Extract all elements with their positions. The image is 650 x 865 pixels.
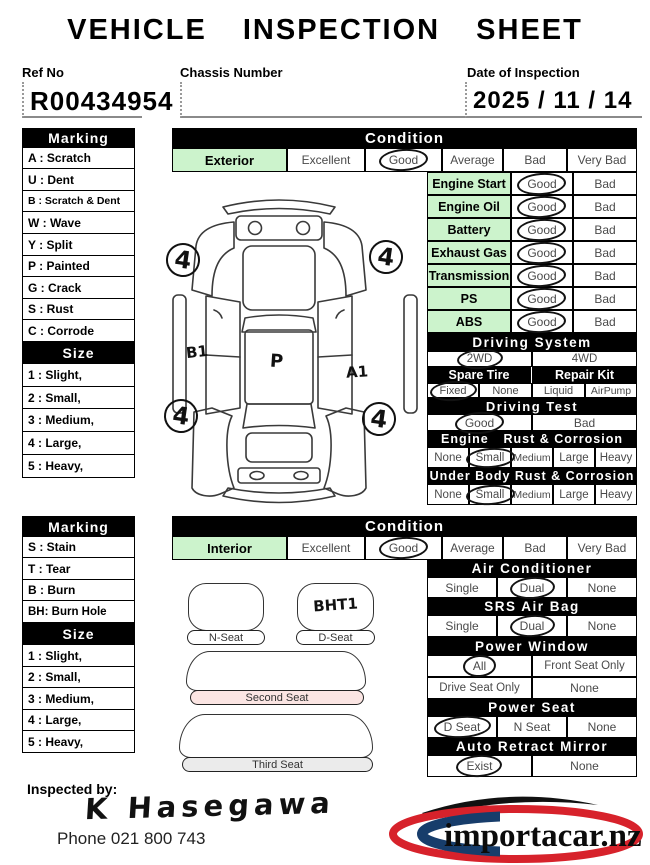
srs-airbag-title: SRS Air Bag xyxy=(427,598,637,615)
engine-rust-title: Engine Rust & Corrosion xyxy=(427,431,637,447)
inspected-by-label: Inspected by: xyxy=(27,781,118,797)
driving-system-title: Driving System xyxy=(427,333,637,351)
option-cell xyxy=(365,148,442,172)
option-drive-seat-only: Drive Seat Only xyxy=(439,682,520,694)
wheel-mark-rear-left: 4 xyxy=(162,397,200,435)
option-good: Good xyxy=(527,314,557,329)
option-heavy: Heavy xyxy=(599,451,633,464)
option-good: Good xyxy=(388,153,419,167)
ref-no-field xyxy=(22,82,174,118)
underbody-rust-title: Under Body Rust & Corrosion xyxy=(427,468,637,484)
option-none: None xyxy=(492,384,519,397)
legend-row: C : Corrode xyxy=(22,319,135,342)
option-cell xyxy=(503,148,567,172)
panel-mark-roof: P xyxy=(269,350,284,373)
repair-kit-title: Repair Kit xyxy=(532,367,637,383)
legend-row: 5 : Heavy, xyxy=(22,730,135,753)
exterior-size-title: Size xyxy=(22,342,135,364)
power-seat-title: Power Seat xyxy=(427,699,637,716)
spare-tire-title: Spare Tire xyxy=(427,367,532,383)
legend-row: S : Stain xyxy=(22,536,135,559)
legend-row: T : Tear xyxy=(22,557,135,580)
interior-condition-table xyxy=(172,516,637,560)
option-none: None xyxy=(434,488,462,501)
interior-row-label: Interior xyxy=(172,536,287,560)
option-bad: Bad xyxy=(594,245,616,260)
option-none: None xyxy=(587,720,617,734)
check-label: Engine Oil xyxy=(427,195,511,218)
legend-row: 2 : Small, xyxy=(22,386,135,410)
date-of-inspection-field xyxy=(465,82,642,118)
option-small: Small xyxy=(475,451,505,464)
exterior-condition-table xyxy=(172,128,637,172)
option-airpump: AirPump xyxy=(590,384,632,397)
legend-row: 1 : Slight, xyxy=(22,644,135,667)
option-bad: Bad xyxy=(573,415,596,430)
check-label: PS xyxy=(427,287,511,310)
option-bad: Bad xyxy=(594,199,616,214)
importacar-logo xyxy=(388,791,644,863)
option-good: Good xyxy=(388,541,419,555)
power-window-title: Power Window xyxy=(427,637,637,655)
option-good: Good xyxy=(527,199,557,214)
option-dual: Dual xyxy=(519,580,545,595)
interior-marking-title: Marking xyxy=(22,516,135,537)
ref-no-value: R00434954 xyxy=(30,86,174,116)
option-average: Average xyxy=(450,153,495,167)
option-small: Small xyxy=(475,488,505,501)
option-bad: Bad xyxy=(594,268,616,283)
option-d-seat: D Seat xyxy=(443,720,481,734)
date-of-inspection-label: Date of Inspection xyxy=(467,65,580,80)
d-seat-annotation: BHT1 xyxy=(312,594,359,616)
wheel-mark-front-left: 4 xyxy=(164,241,202,279)
condition-section-title: Condition xyxy=(172,516,637,536)
auto-retract-mirror-title: Auto Retract Mirror xyxy=(427,738,637,755)
option-bad: Bad xyxy=(594,176,616,191)
option-none: None xyxy=(570,681,599,695)
option-average: Average xyxy=(450,541,495,555)
legend-row: 1 : Slight, xyxy=(22,363,135,387)
legend-row: S : Rust xyxy=(22,298,135,321)
option-4wd: 4WD xyxy=(571,353,598,365)
option-all: All xyxy=(472,659,487,673)
legend-row: Y : Split xyxy=(22,233,135,256)
third-seat-label: Third Seat xyxy=(182,757,373,772)
chassis-number-field xyxy=(180,82,492,118)
option-good: Good xyxy=(464,415,495,430)
option-good: Good xyxy=(527,222,557,237)
n-seat-shape xyxy=(188,583,264,631)
option-bad: Bad xyxy=(594,222,616,237)
interior-size-title: Size xyxy=(22,623,135,645)
interior-features-block xyxy=(427,560,637,777)
ref-no-label: Ref No xyxy=(22,65,64,80)
legend-row: 4 : Large, xyxy=(22,431,135,455)
option-good: Good xyxy=(527,176,557,191)
option-very-bad: Very Bad xyxy=(577,153,627,167)
option-single: Single xyxy=(445,619,479,633)
d-seat-shape xyxy=(297,583,374,631)
legend-row: 3 : Medium, xyxy=(22,408,135,432)
option-bad: Bad xyxy=(594,291,616,306)
option-none: None xyxy=(570,759,599,773)
option-n-seat: N Seat xyxy=(513,720,551,734)
exterior-row-label: Exterior xyxy=(172,148,287,172)
logo-text: importacar.nz xyxy=(444,818,642,854)
engine-checks-table xyxy=(427,172,637,333)
air-conditioner-title: Air Conditioner xyxy=(427,560,637,577)
option-large: Large xyxy=(559,488,589,501)
option-good: Good xyxy=(527,268,557,283)
option-dual: Dual xyxy=(519,619,545,633)
phone-number: Phone 021 800 743 xyxy=(57,829,206,848)
option-none: None xyxy=(587,619,617,633)
option-none: None xyxy=(587,580,617,595)
date-of-inspection-value: 2025 / 11 / 14 xyxy=(473,87,633,114)
option-bad: Bad xyxy=(524,541,546,555)
inspector-signature: K Hasegawa xyxy=(84,785,337,827)
legend-row: A : Scratch xyxy=(22,147,135,170)
option-cell xyxy=(442,148,503,172)
check-label: Transmission xyxy=(427,264,511,287)
interior-marking-legend xyxy=(22,516,135,753)
legend-row: U : Dent xyxy=(22,168,135,191)
second-seat-label: Second Seat xyxy=(190,690,364,705)
option-heavy: Heavy xyxy=(599,488,633,501)
page-title: VEHICLE INSPECTION SHEET xyxy=(67,14,583,46)
option-single: Single xyxy=(445,580,479,595)
option-exist: Exist xyxy=(466,759,493,773)
option-cell xyxy=(567,148,637,172)
driving-system-block xyxy=(427,333,637,505)
panel-mark-left-door: B1 xyxy=(185,341,209,363)
option-good: Good xyxy=(527,291,557,306)
exterior-marking-title: Marking xyxy=(22,128,135,148)
wheel-mark-rear-right: 4 xyxy=(360,400,398,438)
option-bad: Bad xyxy=(594,314,616,329)
option-excellent: Excellent xyxy=(301,541,351,555)
legend-row: G : Crack xyxy=(22,276,135,299)
driving-test-title: Driving Test xyxy=(427,398,637,414)
chassis-number-value xyxy=(182,82,492,86)
legend-row: 2 : Small, xyxy=(22,666,135,689)
legend-row: BH: Burn Hole xyxy=(22,600,135,623)
option-excellent: Excellent xyxy=(301,153,351,167)
option-cell xyxy=(287,148,365,172)
chassis-number-label: Chassis Number xyxy=(180,65,283,80)
option-front-seat-only: Front Seat Only xyxy=(544,660,625,672)
legend-row: W : Wave xyxy=(22,211,135,234)
option-medium: Medium xyxy=(513,488,551,501)
panel-mark-right-rear-door: A1 xyxy=(345,362,369,382)
legend-row: 3 : Medium, xyxy=(22,687,135,710)
option-large: Large xyxy=(559,451,589,464)
d-seat-label: D-Seat xyxy=(296,630,375,645)
check-label: ABS xyxy=(427,310,511,333)
option-very-bad: Very Bad xyxy=(577,541,627,555)
second-seat-shape xyxy=(186,651,366,691)
check-label: Engine Start xyxy=(427,172,511,195)
exterior-marking-legend xyxy=(22,128,135,478)
option-medium: Medium xyxy=(513,451,551,464)
check-label: Battery xyxy=(427,218,511,241)
option-fixed: Fixed xyxy=(439,384,467,397)
n-seat-label: N-Seat xyxy=(187,630,265,645)
legend-row: P : Painted xyxy=(22,255,135,278)
legend-row: 5 : Heavy, xyxy=(22,454,135,478)
option-2wd: 2WD xyxy=(466,353,493,365)
option-liquid: Liquid xyxy=(543,384,574,397)
legend-row: 4 : Large, xyxy=(22,709,135,732)
third-seat-shape xyxy=(179,714,373,758)
legend-row: B : Scratch & Dent xyxy=(22,190,135,213)
option-none: None xyxy=(434,451,462,464)
check-label: Exhaust Gas xyxy=(427,241,511,264)
option-good: Good xyxy=(527,245,557,260)
legend-row: B : Burn xyxy=(22,579,135,602)
wheel-mark-front-right: 4 xyxy=(367,238,405,276)
option-bad: Bad xyxy=(524,153,546,167)
condition-section-title: Condition xyxy=(172,128,637,148)
